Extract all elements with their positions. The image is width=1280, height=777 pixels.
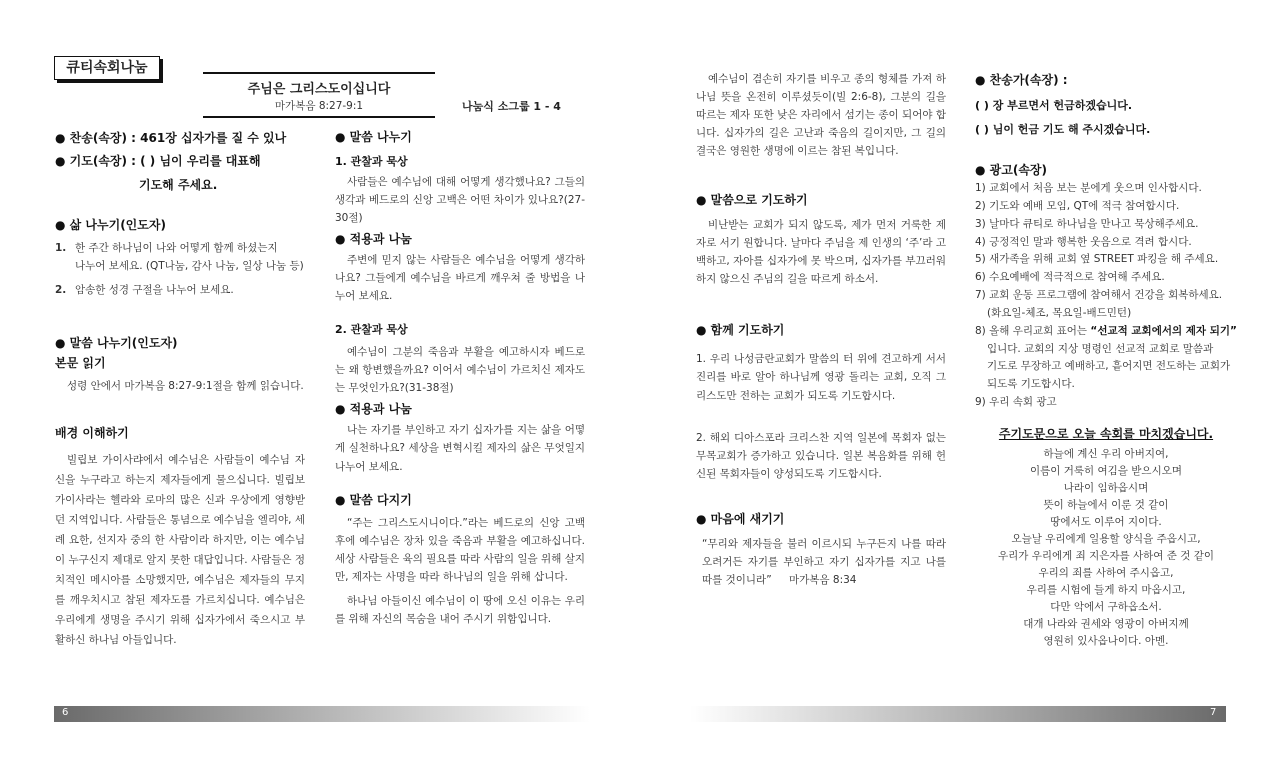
- pray-text: 비난받는 교회가 되지 않도록, 제가 먼저 거룩한 제자로 서기 원합니다. 날마다 주님을 제 인생의 ‘주’라 고백하고, 자아를 십자가에 못 박으며, 십자가를 부끄러워하지 않으신 주님의 길을 따르게 하소서.: [696, 219, 946, 286]
- life-item-1: [55, 239, 305, 275]
- notice-list: [975, 180, 1237, 412]
- title-box: [203, 72, 435, 118]
- resolve-text-1: “주는 그리스도시니이다.”라는 베드로의 신앙 고백 후에 예수님은 장차 있을 죽음과 부활을 예고하십니다. 세상 사람들은 육의 필요를 따라 사람의 일을 위해 살지만, 제자는 사명을 따라 하나님의 일을 위해 삽니다.: [335, 516, 585, 583]
- q2-heading: 2. 관찰과 묵상: [335, 323, 408, 337]
- together-heading: ● 함께 기도하기: [696, 323, 785, 338]
- prayer-line: 하늘에 계신 우리 아버지여,: [1043, 447, 1169, 460]
- continued-text: 예수님이 겸손히 자기를 비우고 종의 형체를 가져 하나님 뜻을 온전히 이루셨듯이(빌 2:6-8), 그분의 길을 따르는 제자 또한 낮은 자리에서 섬기는 종이 되어야 합니다. 십자가의 길은 고난과 죽음의 길이지만, 그 길의 결국은 영원한 생명에 이르는 참된 복입니다.: [696, 73, 946, 158]
- notice-item: 1) 교회에서 처음 보는 분에게 웃으며 인사합시다.: [975, 182, 1202, 194]
- offering-heading: ● 찬송가(속장) :: [975, 73, 1068, 87]
- prayer-line: 뜻이 하늘에서 이룬 것 같이: [1043, 498, 1169, 511]
- prayer-line: 다만 악에서 구하옵소서.: [1050, 600, 1162, 613]
- background-text: 빌립보 가이사랴에서 예수님은 사람들이 예수님 자신을 누구라고 하는지 제자들에게 물으십니다. 빌립보 가이사라는 헬라와 로마의 많은 신과 우상에게 영향받던 지역입니다. 사람들은 통념으로 예수님을 엘리야, 세례 요한, 선지자 중의 한 사람이라 하지만, 이는 예수님이 누구신지 제대로 알지 못한 대답입니다. 사람들은 정치적인 메시아를 소망했지만, 예수님은 제자들의 무지를 깨우치시고 참된 제자도를 가르치십니다. 예수님은 우리에게 생명을 주시기 위해 십자가에서 죽으시고 부활하신 하나님 아들입니다.: [55, 454, 305, 646]
- notice-8-a: 8) 올해 우리교회 표어는: [975, 324, 1091, 337]
- life-item-2: [55, 281, 305, 299]
- prayer-line: ● 기도(속장) : ( ) 님이 우리를 대표해: [55, 154, 261, 168]
- prayer-line: 영원히 있사옵나이다. 아멘.: [1043, 634, 1169, 647]
- footer-bar-left: [54, 706, 590, 722]
- life-item-1-num: 1.: [55, 242, 67, 254]
- heart-verse: [696, 535, 946, 589]
- notice-8-d: 되도록 기도합시다.: [987, 378, 1075, 391]
- resolve-heading: ● 말씀 다지기: [335, 492, 412, 507]
- reading-heading: 본문 읽기: [55, 356, 106, 371]
- prayer-line: 우리가 우리에게 죄 지은자를 사하여 준 것 같이: [997, 549, 1215, 562]
- a1-heading: ● 적용과 나눔: [335, 232, 412, 247]
- notice-8-b: 입니다. 교회의 지상 명령인 선교적 교회로 말씀과: [987, 342, 1214, 355]
- notice-item: 3) 날마다 큐티로 하나님을 만나고 묵상해주세요.: [975, 217, 1199, 230]
- a2-text: 나는 자기를 부인하고 자기 십자가를 지는 삶을 어떻게 실천하나요? 세상을 변혁시킬 제자의 삶은 무엇일지 나누어 보세요.: [335, 424, 585, 473]
- prayer-line: 오늘날 우리에게 일용할 양식을 주옵시고,: [1011, 532, 1201, 545]
- together-item-2: 2. 해외 디아스포라 크리스찬 지역 일본에 목회자 없는 무목교회가 증가하고 있습니다. 일본 복음화를 위해 헌신된 목회자들이 양성되도록 기도합시다.: [696, 431, 946, 480]
- church-motto: “선교적 교회에서의 제자 되기”: [1090, 324, 1237, 337]
- footer-bar-right: [690, 706, 1226, 722]
- page-number-left: 6: [62, 707, 69, 718]
- life-item-1-b: 나누어 보세요. (QT나눔, 감사 나눔, 일상 나눔 등): [75, 260, 304, 273]
- closing-heading: 주기도문으로 오늘 속회를 마치겠습니다.: [998, 426, 1214, 441]
- share-heading: ● 말씀 나누기: [335, 130, 412, 144]
- prayer-line-2: 기도해 주세요.: [139, 178, 218, 192]
- column-3: [696, 70, 946, 589]
- hymn-line: ● 찬송(속장) : 461장 십자가를 질 수 있나: [55, 131, 287, 145]
- word-heading: ● 말씀 나누기(인도자): [55, 336, 178, 351]
- q1-heading: 1. 관찰과 묵상: [335, 155, 408, 168]
- resolve-text-2: 하나님 아들이신 예수님이 이 땅에 오신 이유는 우리를 위해 자신의 목숨을 내어 주시기 위함입니다.: [335, 594, 585, 625]
- prayer-line: 대개 나라와 권세와 영광이 아버지께: [1023, 617, 1189, 630]
- lords-prayer: [975, 446, 1237, 650]
- heart-heading: ● 마음에 새기기: [696, 511, 785, 526]
- page-title: 주님은 그리스도이십니다: [247, 82, 391, 97]
- section-logo: 큐티속회나눔: [54, 56, 160, 80]
- page-number-right: 7: [1210, 707, 1217, 718]
- prayer-line: 이름이 거룩히 여김을 받으시오며: [1029, 464, 1182, 477]
- scripture-ref: 마가복음 8:27-9:1: [274, 100, 364, 112]
- notice-item: 5) 새가족을 위해 교회 옆 STREET 파킹을 해 주세요.: [975, 253, 1219, 266]
- a2-heading: ● 적용과 나눔: [335, 402, 412, 417]
- group-note: 나눔식 소그룹 1 - 4: [462, 100, 561, 113]
- notice-item: 4) 긍정적인 말과 행복한 웃음으로 격려 합시다.: [975, 235, 1192, 248]
- prayer-line: 우리를 시험에 들게 하지 마옵시고,: [1026, 583, 1186, 596]
- heart-ref: 마가복음 8:34: [788, 573, 857, 586]
- notice-item: 7) 교회 운동 프로그램에 참여해서 건강을 회복하세요.: [975, 289, 1223, 302]
- q1-text: 사람들은 예수님에 대해 어떻게 생각했나요? 그들의 생각과 베드로의 신앙 고백은 어떤 차이가 있나요?(27-30절): [335, 176, 585, 225]
- notice-item: (화요일-체조, 목요일-배드민턴): [987, 306, 1132, 319]
- life-heading: ● 삶 나누기(인도자): [55, 218, 166, 232]
- notice-item-8: [975, 323, 1237, 341]
- life-item-1-a: 한 주간 하나님이 나와 어떻게 함께 하셨는지: [75, 242, 278, 254]
- heart-text: “무리와 제자들을 불러 이르시되 누구든지 나를 따라오려거든 자기를 부인하고 자기 십자가를 지고 나를 따를 것이니라”: [702, 537, 946, 586]
- prayer-line: 우리의 죄를 사하여 주시옵고,: [1038, 566, 1174, 579]
- life-item-2-text: 암송한 성경 구절을 나누어 보세요.: [75, 284, 234, 297]
- a1-text: 주변에 믿지 않는 사람들은 예수님을 어떻게 생각하나요? 그들에게 예수님을 바르게 깨우쳐 줄 방법을 나누어 보세요.: [335, 254, 585, 303]
- notice-item: 6) 수요예배에 적극적으로 참여해 주세요.: [975, 271, 1165, 284]
- together-item-1: 1. 우리 나성금란교회가 말씀의 터 위에 견고하게 서서 진리를 바로 알아 하나님께 영광 돌리는 교회, 오직 그리스도만 전하는 교회가 되도록 기도합시다.: [696, 353, 946, 402]
- notice-8-c: 기도로 무장하고 예배하고, 흩어지면 전도하는 교회가: [987, 360, 1231, 373]
- reading-text: 성령 안에서 마가복음 8:27-9:1절을 함께 읽습니다.: [67, 380, 304, 393]
- column-1: [55, 127, 305, 651]
- prayer-line: 나라이 임하옵시며: [1063, 481, 1149, 494]
- offering-line-2: ( ) 님이 헌금 기도 해 주시겠습니다.: [975, 123, 1151, 136]
- offering-line-1: ( ) 장 부르면서 헌금하겠습니다.: [975, 99, 1133, 112]
- column-2: [335, 127, 585, 628]
- prayer-line: 땅에서도 이루어 지이다.: [1050, 515, 1162, 528]
- notice-item-9: 9) 우리 속회 광고: [975, 396, 1057, 409]
- column-4: [975, 70, 1237, 650]
- background-heading: 배경 이해하기: [55, 426, 129, 441]
- pray-heading: ● 말씀으로 기도하기: [696, 193, 808, 208]
- q2-text: 예수님이 그분의 죽음과 부활을 예고하시자 베드로는 왜 항변했을까요? 이어서 예수님이 가르치신 제자도는 무엇인가요?(31-38절): [335, 346, 585, 395]
- life-item-2-num: 2.: [55, 284, 67, 297]
- notice-heading: ● 광고(속장): [975, 163, 1047, 177]
- notice-item: 2) 기도와 예배 모임, QT에 적극 참여합시다.: [975, 199, 1180, 212]
